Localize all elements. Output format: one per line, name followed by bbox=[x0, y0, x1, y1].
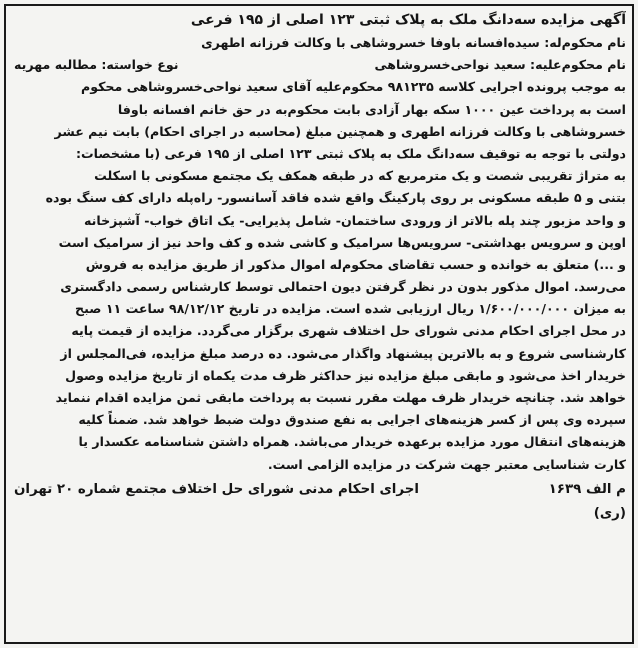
body-line: و واحد مزبور چند پله بالاتر از ورودی ساختمان- شامل پذیرایی- یک اتاق خواب- آشپزخانه bbox=[84, 212, 626, 228]
request-type: نوع خواسته: مطالبه مهریه bbox=[14, 57, 179, 73]
debtor-row bbox=[14, 54, 626, 76]
body-line: است به پرداخت عین ۱۰۰۰ سکه بهار آزادی بابت محکوم‌به در حق خانم افسانه باوفا bbox=[117, 101, 626, 117]
body-line: هزینه‌های انتقال مورد مزایده برعهده خریدار می‌باشد. همراه داشتن شناسنامه عکسدار یا bbox=[78, 434, 626, 450]
body-line: اوپن و سرویس بهداشتی- سرویس‌ها سرامیک و کاشی شده و کف واحد نیز از سرامیک است bbox=[58, 234, 626, 250]
body-line: در محل اجرای احکام مدنی شورای حل اختلاف شهری برگزار می‌گردد. مزایده از قیمت پایه bbox=[71, 323, 626, 339]
notice-footer bbox=[14, 478, 626, 502]
body-line: می‌رسد. اموال مذکور بدون در نظر گرفتن دیون احتمالی توسط کارشناس رسمی دادگستری bbox=[60, 279, 626, 295]
debtor-name: نام محکوم‌علیه: سعید نواحی‌خسروشاهی bbox=[374, 57, 626, 73]
body-line: به متراژ تقریبی شصت و یک مترمربع که در طبقه همکف یک مجتمع مسکونی با اسکلت bbox=[94, 168, 626, 184]
convicted-party: نام محکوم‌له: سیده‌افسانه باوفا خسروشاهی با وکالت فرزانه اطهری bbox=[201, 35, 626, 50]
body-line: کارت شناسایی معتبر جهت شرکت در مزایده الزامی است. bbox=[267, 456, 626, 472]
auction-notice bbox=[14, 8, 626, 526]
footer-office: اجرای احکام مدنی شورای حل اختلاف مجتمع شماره ۲۰ تهران bbox=[14, 481, 419, 497]
body-line: دولتی با توجه به توقیف سه‌دانگ ملک به پلاک ثبتی ۱۲۳ اصلی از ۱۹۵ فرعی (با مشخصات: bbox=[75, 145, 626, 161]
body-line: خواهد شد. چنانچه خریدار ظرف مهلت مقرر نسبت به پرداخت مابقی ثمن مزایده اقدام ننماید bbox=[55, 390, 626, 405]
body-line: کارشناسی شروع و به بالاترین پیشنهاد واگذار می‌شود. ده درصد مبلغ مزایده، فی‌المجلس از bbox=[60, 345, 626, 361]
body-line: خریدار اخذ می‌شود و مابقی مبلغ مزایده نیز حداکثر ظرف مدت یکماه از تاریخ مزایده وصول bbox=[65, 367, 626, 383]
body-line: به میزان ۱/۶۰۰/۰۰۰/۰۰۰ ریال ارزیابی شده است. مزایده در تاریخ ۹۸/۱۲/۱۲ ساعت ۱۱ صبح bbox=[75, 301, 626, 317]
footer-tail: (ری) bbox=[593, 505, 626, 521]
footer-code: م الف ۱۶۳۹ bbox=[548, 481, 626, 497]
body-line: سپرده وی پس از کسر هزینه‌های اجرایی به نفع صندوق دولت ضبط خواهد شد. ضمناً کلیه bbox=[78, 412, 626, 428]
notice-title: آگهی مزایده سه‌دانگ ملک به پلاک ثبتی ۱۲۳ اصلی از ۱۹۵ فرعی bbox=[190, 12, 626, 28]
body-line: و ...) متعلق به خوانده و حسب تقاضای محکوم‌له اموال مذکور از طریق مزایده به فروش bbox=[85, 256, 626, 272]
body-line: به موجب پرونده اجرایی کلاسه ۹۸۱۲۳۵ محکوم‌علیه آقای سعید نواحی‌خسروشاهی محکوم bbox=[80, 79, 626, 95]
body-line: بتنی و ۵ طبقه مسکونی بر روی پارکینگ واقع شده فاقد آسانسور- راه‌پله دارای کف سنگ بوده bbox=[45, 190, 626, 206]
body-line: خسروشاهی با وکالت فرزانه اطهری و همچنین مبلغ (محاسبه در اجرای احکام) بابت نیم عشر bbox=[54, 123, 626, 139]
notice-body bbox=[14, 76, 626, 475]
